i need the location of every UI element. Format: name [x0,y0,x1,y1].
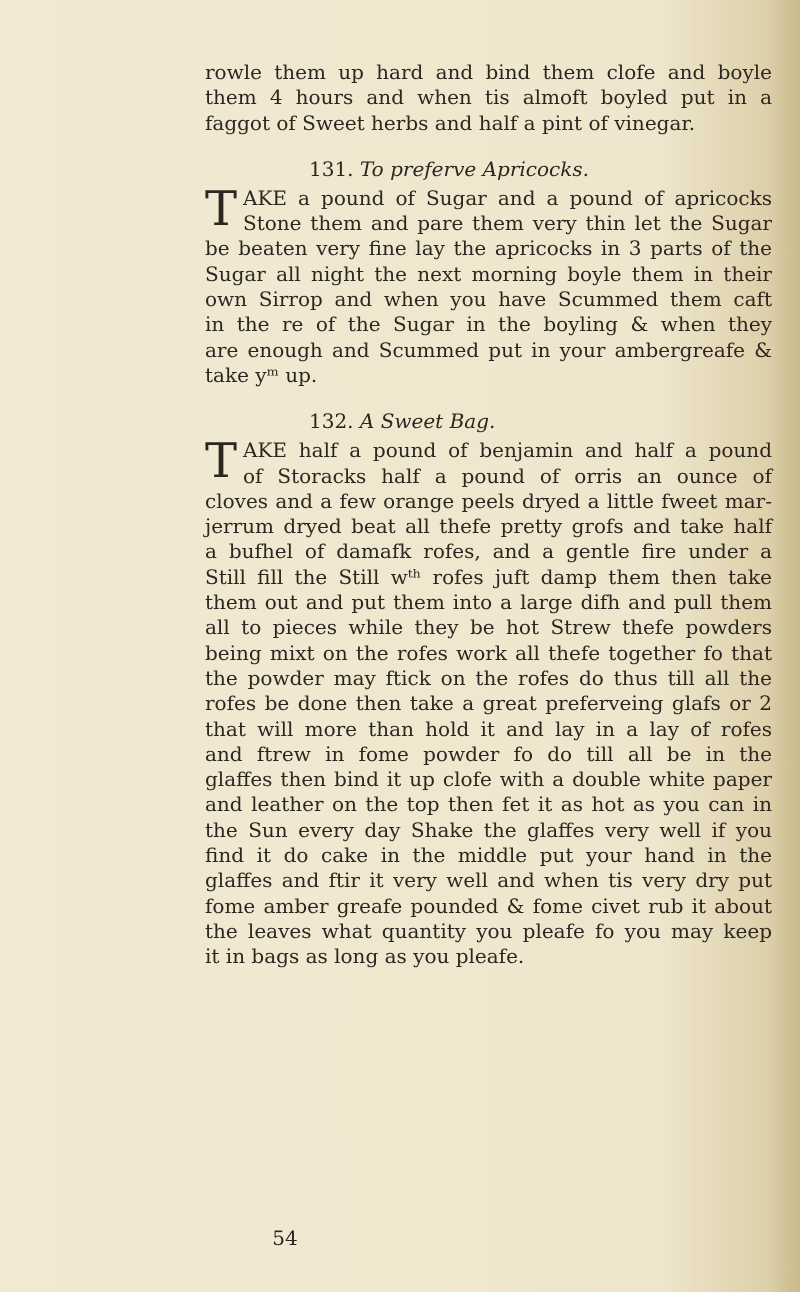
text-line: rofes be done then take a great preferveing glafs or 2 [205,691,772,716]
text-line: glaffes and ftir it very well and when tis very dry put [205,868,772,893]
recipe-number: 132. [309,409,354,434]
text-line: being mixt on the rofes work all thefe together fo that [205,640,772,665]
text-line: Sugar all night the next morning boyle them in their [205,261,772,286]
recipe-131-heading [309,152,772,186]
text-line: of Storacks half a pound of orris an ounce of [243,463,772,488]
intro-paragraph [205,60,772,136]
text-line: them 4 hours and when tis almoft boyled put in a [205,85,772,110]
text-line: are enough and Scummed put in your ambergreafe & [205,337,772,362]
text-line: them out and put them into a large difh and pull them [205,590,772,615]
text-line: Stone them and pare them very thin let the Sugar [243,211,772,236]
text-line: fome amber greafe pounded & fome civet rub it about [205,893,772,918]
recipe-title: A Sweet Bag. [359,409,496,434]
text-line: that will more than hold it and lay in a lay of rofes [205,716,772,741]
text-line: faggot of Sweet herbs and half a pint of vinegar. [205,110,696,135]
text-line: own Sirrop and when you have Scummed them caft [205,287,772,312]
drop-cap: T [205,433,238,490]
text-line: it in bags as long as you pleafe. [205,944,525,969]
recipe-number: 131. [309,156,354,181]
text-line: cloves and a few orange peels dryed a little fweet mar- [205,488,772,513]
page-number: 54 [272,1226,298,1250]
text-line: and leather on the top then fet it as hot as you can in [205,792,772,817]
text-line: jerrum dryed beat all thefe pretty grofs and take half [205,514,772,539]
recipe-title: To preferve Apricocks. [359,156,589,181]
text-line: AKE a pound of Sugar and a pound of apricocks [243,185,772,210]
text-line: the leaves what quantity you pleafe fo you may keep [205,918,772,943]
text-line: all to pieces while they be hot Strew thefe powders [205,615,772,640]
text-line: AKE half a pound of benjamin and half a pound [243,438,772,463]
text-line: be beaten very fine lay the apricocks in 3 parts of the [205,236,772,261]
recipe-132-heading [309,404,772,438]
text-line: find it do cake in the middle put your hand in the [205,843,772,868]
text-line: and ftrew in fome powder fo do till all be in the [205,741,772,766]
text-line: Still fill the Still wᵗʰ rofes juft damp them then take [205,564,772,589]
text-line: a bufhel of damafk rofes, and a gentle fire under a [205,539,772,564]
recipe-131-paragraph [205,180,772,388]
text-line: glaffes then bind it up clofe with a double white paper [205,767,772,792]
text-line: in the re of the Sugar in the boyling & when they [205,312,772,337]
text-line: take yᵐ up. [205,362,318,387]
text-line: the powder may ftick on the rofes do thus till all the [205,665,772,690]
recipe-132-paragraph [205,433,772,969]
page-text [205,60,772,970]
text-line: the Sun every day Shake the glaffes very well if you [205,817,772,842]
drop-cap: T [205,180,238,237]
text-line: rowle them up hard and bind them clofe and boyle [205,60,772,84]
